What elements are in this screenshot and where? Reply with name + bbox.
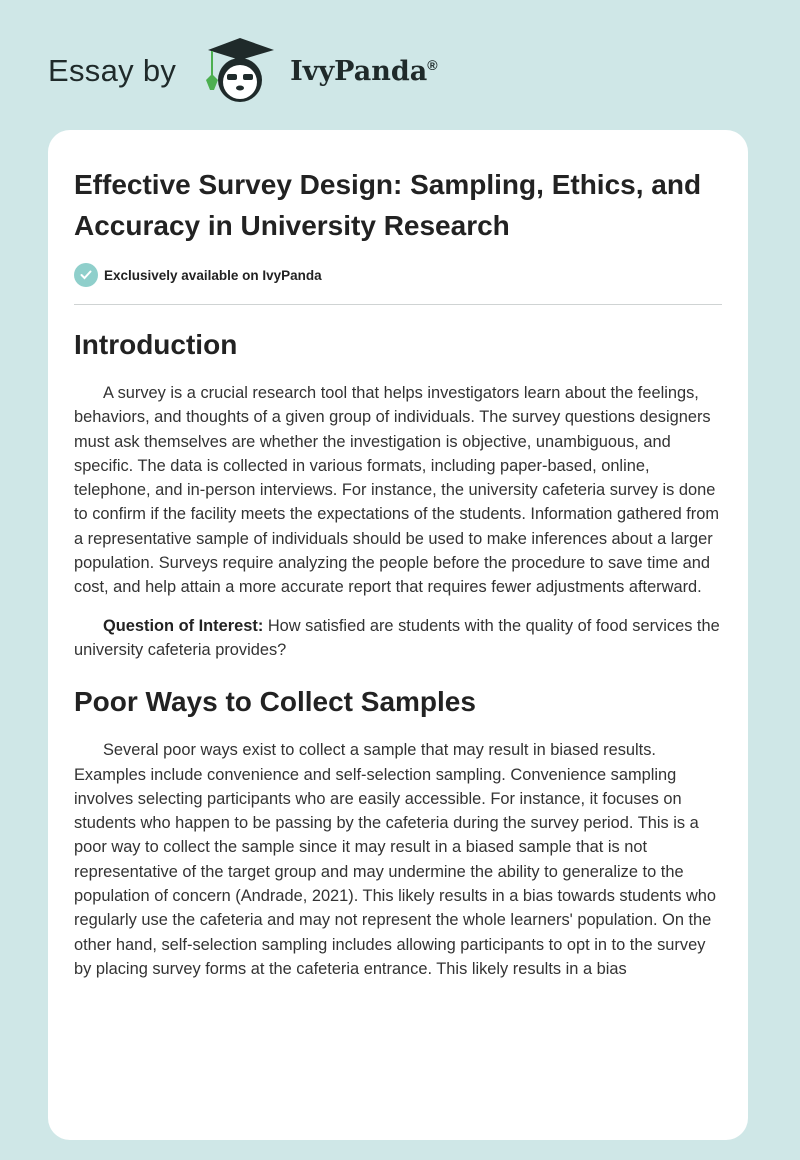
page-title: Effective Survey Design: Sampling, Ethics, and Accuracy in University Research — [74, 169, 702, 241]
section-heading: Poor Ways to Collect Samples — [74, 686, 476, 718]
panda-logo-icon[interactable] — [194, 36, 284, 106]
question-label: Question of Interest: — [103, 616, 264, 635]
paragraph: Several poor ways exist to collect a sample that may result in biased results. Examples include convenience and self-selection sampling. Convenience sampling involves selecting participants who are easily accessible. For instance, it focuses on students who happen to be passing by the cafeteria during the survey period. This is a poor way to collect the sample since it may result in a biased sample that is not representative of the target group and may undermine the ability to generalize to the population of concern (Andrade, 2021). This likely results in a bias towards students who regularly use the cafeteria and may not represent the whole learners' population. On the other hand, self-selection sampling includes allowing participants to opt in to the survey by placing survey forms at the cafeteria entrance. This likely results in a bias — [74, 741, 717, 978]
question-of-interest — [74, 614, 722, 663]
essay-by-label: Essay by — [48, 53, 177, 88]
brand-name[interactable]: IvyPanda® — [290, 55, 438, 87]
section-heading: Introduction — [74, 329, 238, 360]
essay-card — [48, 130, 748, 1140]
exclusive-badge — [74, 263, 722, 287]
check-icon — [74, 263, 98, 287]
site-header — [48, 36, 438, 106]
divider — [74, 304, 722, 305]
question-text: How satisfied are students with the quality of food services the university cafeteria provides? — [74, 616, 720, 659]
paragraph: A survey is a crucial research tool that helps investigators learn about the feelings, behaviors, and thoughts of a given group of individuals. The survey questions designers must ask themselves are whether the investigation is objective, unambiguous, and specific. The data is collected in various formats, including paper-based, online, telephone, and in-person interviews. For instance, the university cafeteria survey is done to confirm if the facility meets the expectations of the students. Information gathered from a representative sample of individuals should be used to make inferences about a larger population. Surveys require analyzing the people before the procedure to save time and cost, and help attain a more accurate report that requires fewer adjustments afterward. — [74, 384, 720, 597]
badge-label: Exclusively available on IvyPanda — [104, 267, 322, 283]
